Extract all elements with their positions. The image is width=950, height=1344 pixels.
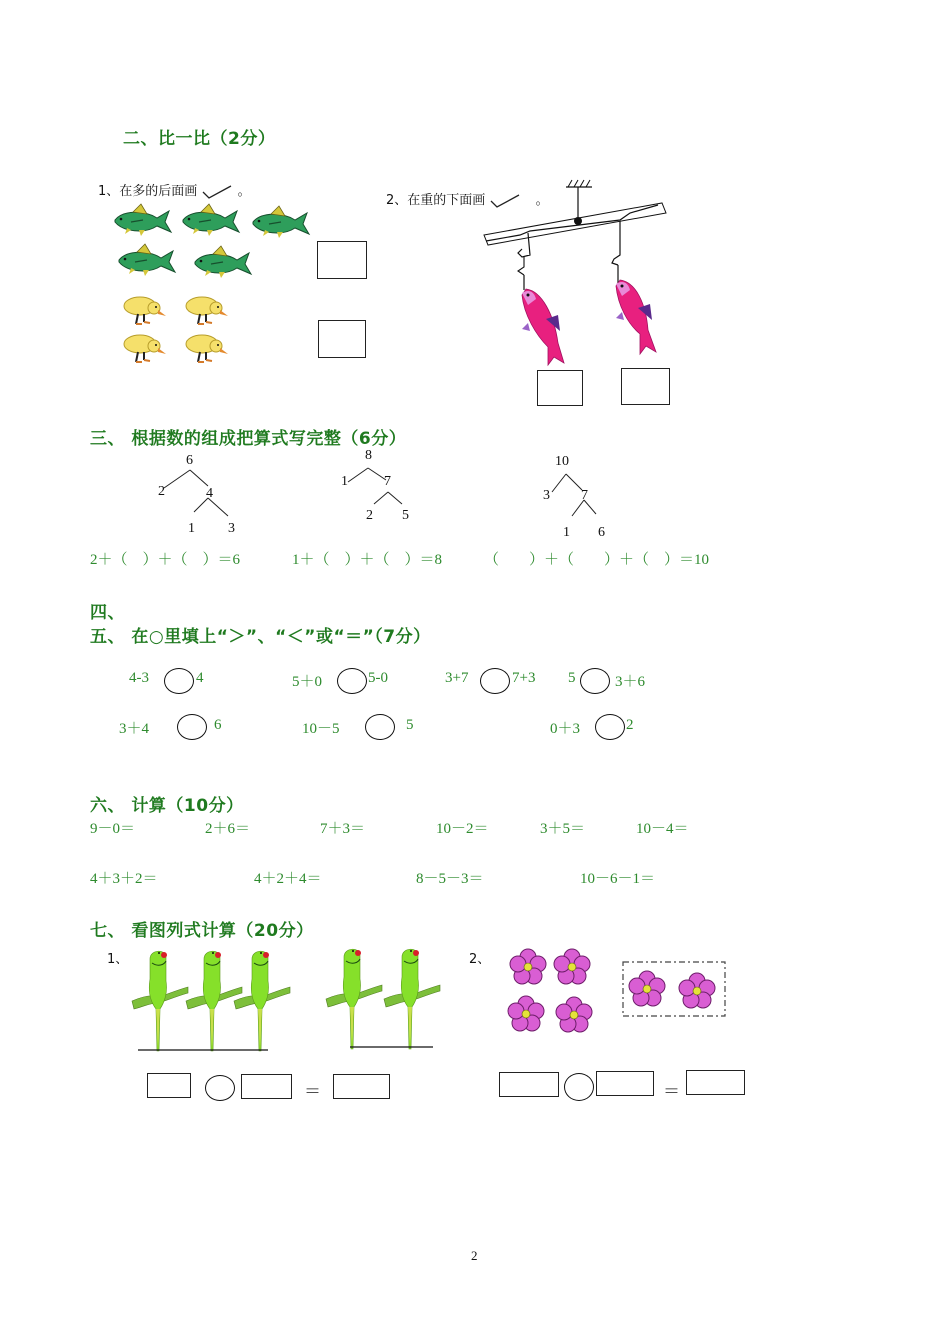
calc-6: 10－4＝	[636, 821, 689, 837]
tree-lines	[150, 460, 270, 540]
calc-9: 8－5－3＝	[416, 871, 484, 887]
tree-right-right: 3	[228, 521, 235, 536]
calc-10: 10－6－1＝	[580, 871, 656, 887]
tree-right: 7	[581, 488, 588, 503]
q7-1-operator-circle[interactable]	[205, 1075, 235, 1101]
compare-4-right: 3＋6	[615, 674, 646, 690]
compare-7-left: 0＋3	[550, 721, 581, 737]
tree-right-right: 5	[402, 508, 409, 523]
compare-3-circle[interactable]	[480, 668, 510, 694]
q7-2-box-1[interactable]	[499, 1072, 559, 1097]
calc-3: 7＋3＝	[320, 821, 366, 837]
compare-3-left: 3+7	[445, 670, 469, 686]
q2-suffix: 。	[535, 193, 549, 208]
calc-8: 4＋2＋4＝	[254, 871, 322, 887]
q7-1-box-3[interactable]	[333, 1074, 390, 1099]
answer-box-right-fish[interactable]	[621, 368, 670, 405]
q7-1-equals: ＝	[304, 1082, 321, 1101]
equation-1: 2＋（ ）＋（ ）＝6	[90, 552, 241, 568]
tree-right: 4	[206, 486, 213, 501]
compare-2-right: 5-0	[368, 670, 388, 686]
compare-7-right: 2	[626, 717, 634, 733]
equation-2: 1＋（ ）＋（ ）＝8	[292, 552, 443, 568]
compare-5-left: 3＋4	[119, 721, 150, 737]
q7-2-label: 2、	[469, 952, 491, 967]
compare-1-left: 4-3	[129, 670, 149, 686]
section-6-title: 六、 计算（10分）	[90, 796, 244, 816]
tree-right-right: 6	[598, 525, 605, 540]
tree-lines	[540, 460, 640, 550]
calc-5: 3＋5＝	[540, 821, 586, 837]
q7-2-equals: ＝	[663, 1082, 680, 1101]
compare-4-circle[interactable]	[580, 668, 610, 694]
yellow-chick-group-icon	[120, 288, 260, 378]
calc-1: 9－0＝	[90, 821, 136, 837]
compare-5-right: 6	[214, 717, 222, 733]
pink-fish-left-icon	[518, 285, 578, 375]
compare-3-right: 7+3	[512, 670, 536, 686]
section-2-title: 二、比一比（2分）	[123, 129, 276, 149]
parrot-group-icon	[130, 945, 450, 1055]
q7-2-box-3[interactable]	[686, 1070, 745, 1095]
q7-2-box-2[interactable]	[596, 1071, 654, 1096]
tree-right-left: 1	[188, 521, 195, 536]
q1-suffix: 。	[237, 184, 251, 199]
compare-7-circle[interactable]	[595, 714, 625, 740]
tree-right: 7	[384, 474, 391, 489]
calc-7: 4＋3＋2＝	[90, 871, 158, 887]
q1-label	[98, 180, 251, 200]
pink-fish-right-icon	[612, 276, 672, 366]
q2-label-text: 2、在重的下面画	[386, 193, 486, 208]
page-number: 2	[471, 1248, 478, 1263]
q7-1-box-1[interactable]	[147, 1073, 191, 1098]
tree-left: 3	[543, 488, 550, 503]
equation-3: （ ）＋（ ）＋（ ）＝10	[484, 552, 710, 568]
answer-box-fish[interactable]	[317, 241, 367, 279]
q7-2-operator-circle[interactable]	[564, 1073, 594, 1101]
tree-left: 2	[158, 484, 165, 499]
calc-2: 2＋6＝	[205, 821, 251, 837]
flower-group-icon	[500, 945, 740, 1045]
section-3-title: 三、 根据数的组成把算式写完整（6分）	[90, 429, 407, 449]
tree-root: 6	[186, 453, 193, 468]
compare-6-circle[interactable]	[365, 714, 395, 740]
compare-5-circle[interactable]	[177, 714, 207, 740]
tree-right-left: 2	[366, 508, 373, 523]
compare-6-left: 10－5	[302, 721, 340, 737]
compare-2-left: 5＋0	[292, 674, 323, 690]
compare-4-left: 5	[568, 670, 576, 686]
tree-right-left: 1	[563, 525, 570, 540]
compare-6-right: 5	[406, 717, 414, 733]
answer-box-chick[interactable]	[318, 320, 366, 358]
q1-label-text: 1、在多的后面画	[98, 184, 198, 199]
compare-2-circle[interactable]	[337, 668, 367, 694]
checkmark-icon	[201, 184, 233, 200]
tree-root: 8	[365, 448, 372, 463]
section-7-title: 七、 看图列式计算（20分）	[90, 921, 314, 941]
compare-1-circle[interactable]	[164, 668, 194, 694]
q7-1-label: 1、	[107, 952, 129, 967]
compare-1-right: 4	[196, 670, 204, 686]
calc-4: 10－2＝	[436, 821, 489, 837]
section-5-title: 五、 在○里填上“＞”、“＜”或“＝”（7分）	[90, 627, 431, 647]
tree-lines	[340, 460, 440, 540]
answer-box-left-fish[interactable]	[537, 370, 583, 406]
tree-left: 1	[341, 474, 348, 489]
section-4-title: 四、	[90, 603, 125, 623]
q7-1-box-2[interactable]	[241, 1074, 292, 1099]
tree-root: 10	[555, 454, 569, 469]
